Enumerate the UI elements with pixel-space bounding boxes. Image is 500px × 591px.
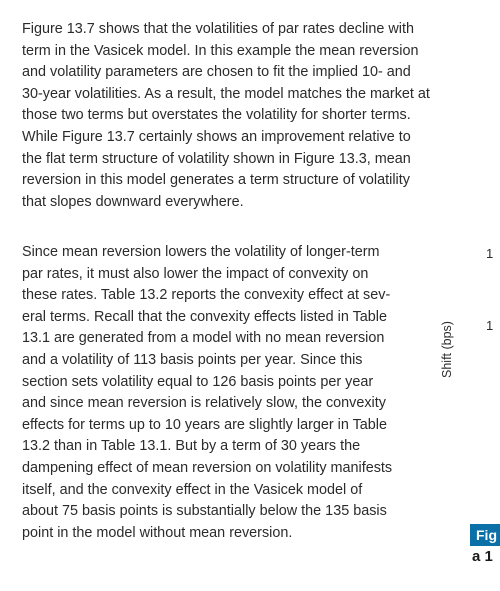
figure-label-badge: Fig xyxy=(470,524,500,546)
text-line: 13.1 are generated from a model with no mean reversion xyxy=(22,330,385,347)
text-line: Since mean reversion lowers the volatility of longer-term xyxy=(22,244,380,260)
text-line: point in the model without mean reversion. xyxy=(22,524,293,541)
text-line: par rates, it must also lower the impact of convexity on xyxy=(22,265,369,282)
text-line: those two terms but overstates the volatility for shorter terms. xyxy=(22,107,411,124)
text-line: that slopes downward everywhere. xyxy=(22,193,244,210)
text-line: eral terms. Recall that the convexity effects listed in Table xyxy=(22,308,388,325)
cropped-axis-tick: 1 xyxy=(486,246,494,261)
text-line: 30-year volatilities. As a result, the model matches the market at xyxy=(22,85,430,102)
text-line: about 75 basis points is substantially below the 135 basis xyxy=(22,503,387,520)
cropped-axis-tick: 1 xyxy=(486,318,494,333)
text-line: While Figure 13.7 certainly shows an improvement relative to xyxy=(22,128,411,145)
text-line: reversion in this model generates a term structure of volatility xyxy=(22,172,410,189)
figure-caption-fragment: a 1 xyxy=(472,548,493,565)
paragraph-2 xyxy=(22,242,500,544)
text-line: itself, and the convexity effect in the Vasicek model of xyxy=(22,481,363,498)
cropped-y-axis-label: Shift (bps) xyxy=(440,321,454,378)
text-line: and volatility parameters are chosen to fit the implied 10- and xyxy=(22,64,411,81)
text-line: the flat term structure of volatility shown in Figure 13.3, mean xyxy=(22,150,411,167)
text-line: Figure 13.7 shows that the volatilities of par rates decline with xyxy=(22,21,414,37)
text-line: 13.2 than in Table 13.1. But by a term of 30 years the xyxy=(22,438,361,455)
text-line: and a volatility of 113 basis points per year. Since this xyxy=(22,351,363,368)
paragraph-1 xyxy=(22,19,500,213)
text-line: these rates. Table 13.2 reports the convexity effect at sev- xyxy=(22,287,391,304)
text-line: dampening effect of mean reversion on volatility manifests xyxy=(22,459,393,476)
text-line: section sets volatility equal to 126 basis points per year xyxy=(22,373,374,390)
text-line: effects for terms up to 10 years are slightly larger in Table xyxy=(22,416,388,433)
text-line: and since mean reversion is relatively slow, the convexity xyxy=(22,395,386,412)
text-line: term in the Vasicek model. In this example the mean reversion xyxy=(22,42,419,59)
